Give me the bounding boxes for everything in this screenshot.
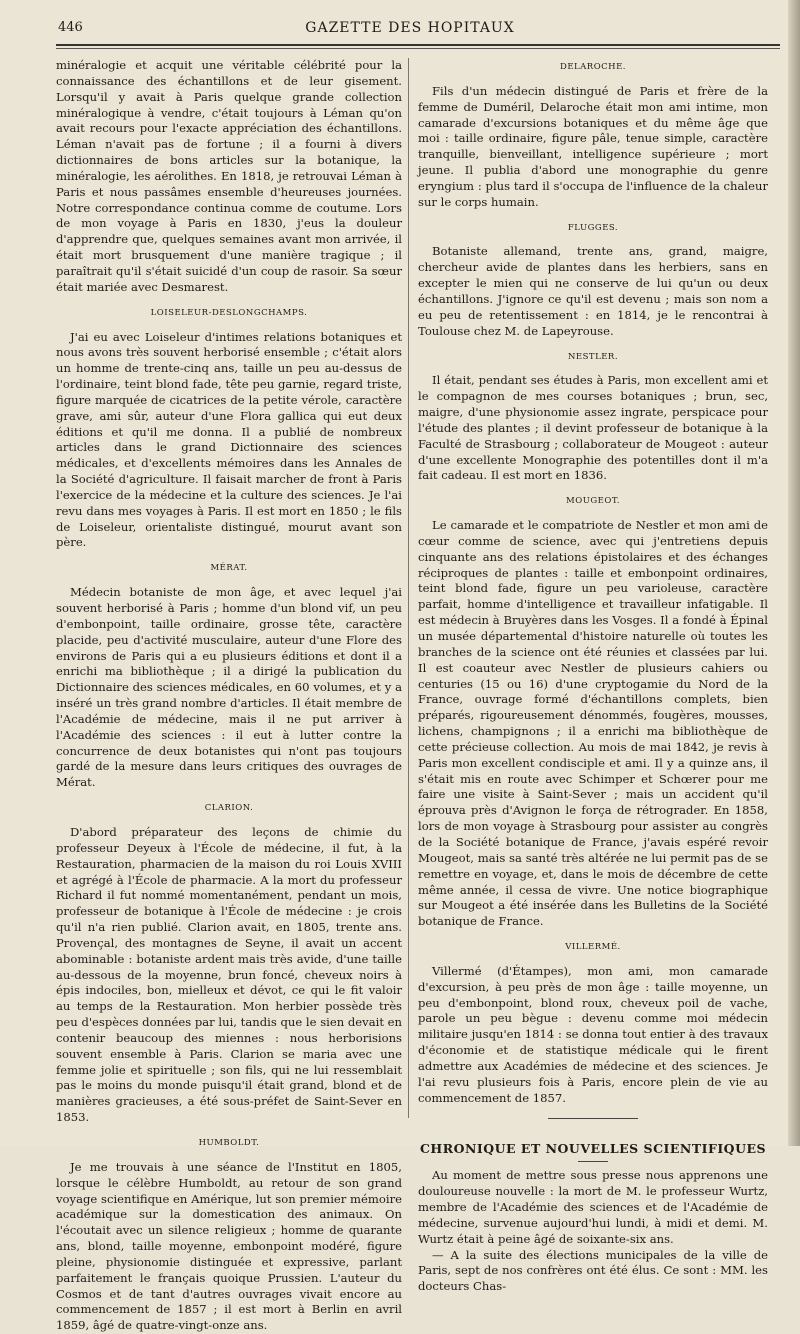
section-title-flugges: FLUGGES. [567, 222, 619, 233]
section-title-mougeot: MOUGEOT. [566, 496, 620, 507]
header-rule [56, 44, 780, 46]
paragraph-mougeot: Le camarade et le compatriote de Nestler et mon ami de cœur comme de science, avec qui j'entretiens depuis cinquante ans des relations épistolaires et des échanges réciproques de plantes : taille et embonpoint ordinaires, teint blond fade, figure un peu varioleuse, caractère parfait, homme d'intelligence et travailleur infatigable. Il est médecin à Bruyères dans les Vosges. Il a fondé à Épinal un musée départemental d'histoire naturelle où toutes les branches de la science ont été réunies et classées par lui. Il est coauteur avec Nestler de plusieurs cahiers ou centuries (15 ou 16) d'une cryptogamie du Nord de la France, ouvrage formé d'échantillons complets, bien préparés, rigoureusement dénommés, fougères, mousses, lichens, champignons ; il a enrichi ma bibliothèque de cette précieuse collection. Au mois de mai 1842, je revis à Paris mon excellent condisciple et ami. Il y a quinze ans, il s'était mis en route avec Schimper et Schœrer pour me faire une visite à Saint-Sever ; mais un accident qu'il éprouva près d'Avignon le força de rétrograder. En 1858, lors de mon voyage à Strasbourg pour assister au congrès de la Société botanique de France, j'avais espéré revoir Mougeot, mais sa santé très altérée ne lui permit pas de se remettre en voyage, et, dans le mois de décembre de cette même année, il cessa de vivre. Une notice biographique sur Mougeot a été insérée dans les Bulletins de la Société botanique de France. [418, 518, 768, 929]
paragraph-wurtz: Au moment de mettre sous presse nous apprenons une douloureuse nouvelle : la mort de M. le professeur Wurtz, membre de l'Académie des sciences et de l'Académie de médecine, survenue aujourd'hui lundi, à midi et demi. M. Wurtz était à peine âgé de soixante-six ans. [418, 1168, 768, 1246]
section-title-clarion: CLARION. [204, 803, 254, 814]
paragraph-humboldt: Je me trouvais à une séance de l'Institut en 1805, lorsque le célèbre Humboldt, au retour de son grand voyage scientifique en Amérique, lut son premier mémoire académique sur la domestication des animaux. On l'écoutait avec un silence religieux ; homme de quarante ans, blond, taille moyenne, embonpoint modéré, figure pleine, physionomie distinguée et expressive, parlant parfaitement le français quoique Prussien. L'auteur du Cosmos et de tant d'autres ouvrages vivait encore au commencement de 1857 ; il est mort à Berlin en avril 1859, âgé de quatre-vingt-onze ans. [56, 1159, 402, 1333]
paragraph-merat: Médecin botaniste de mon âge, et avec lequel j'ai souvent herborisé à Paris ; homme d'un blond vif, un peu d'embonpoint, taille ordinaire, grosse tête, caractère placide, peu d'activité musculaire, auteur d'une Flore des environs de Paris qui a eu plusieurs éditions et dont il a enrichi ma bibliothèque ; il a dirigé la publication du Dictionnaire des sciences médicales, en 60 volumes, et y a inséré un très grand nombre d'articles. Il était membre de l'Académie de médecine, mais il ne put arriver à l'Académie des sciences : il eut à lutter contre la concurrence de deux botanistes qui n'ont pas toujours gardé de la mesure dans leurs critiques des ouvrages de Mérat. [56, 585, 402, 790]
section-title-merat: MÉRAT. [210, 563, 248, 574]
section-title-villerme: VILLERMÉ. [565, 942, 621, 953]
paragraph-flugges: Botaniste allemand, trente ans, grand, maigre, chercheur avide de plantes dans les herbiers, sans en excepter le mien qui ne conserve de lui qu'un ou deux échantillons. J'ignore ce qu'il est devenu ; mais son nom a eu peu de retentissement : en 1814, je le rencontrai à Toulouse chez M. de Lapeyrouse. [418, 244, 768, 338]
paragraph-loiseleur: J'ai eu avec Loiseleur d'intimes relations botaniques et nous avons très souvent herborisé ensemble ; c'était alors un homme de trente-cinq ans, taille un peu au-dessus de l'ordinaire, teint blond fade, tête peu garnie, regard triste, figure marquée de cicatrices de la petite vérole, caractère grave, ami sûr, auteur d'une Flora gallica qui eut deux éditions et qu'il me donna. Il a publié de nombreux articles dans le grand Dictionnaire des sciences médicales, et d'excellents mémoires dans les Annales de la Société d'agriculture. Il faisait marcher de front à Paris l'exercice de la médecine et la culture des sciences. Je l'ai revu dans mes voyages à Paris. Il est mort en 1850 ; le fils de Loiseleur, orientaliste distingué, mourut avant son père. [56, 329, 402, 550]
chronique-rule [578, 1161, 608, 1162]
paragraph-nestler: Il était, pendant ses études à Paris, mon excellent ami et le compagnon de mes courses botaniques ; brun, sec, maigre, d'une physionomie assez ingrate, perspicace pour l'étude des plantes ; il devint professeur de botanique à la Faculté de Strasbourg ; collaborateur de Mougeot : auteur d'une excellente Monographie des potentilles dont il m'a fait cadeau. Il est mort en 1836. [418, 373, 768, 483]
right-column [418, 58, 768, 1295]
column-divider [408, 58, 409, 1118]
page-edge [788, 0, 800, 1146]
paragraph-delaroche: Fils d'un médecin distingué de Paris et frère de la femme de Duméril, Delaroche était mon ami intime, mon camarade d'excursions botaniques et du même âge que moi : taille ordinaire, figure pâle, tenue simple, caractère tranquille, bienveillant, intelligence supérieure ; mort jeune. Il publia d'abord une monographie du genre eryngium : plus tard il s'occupa de l'influence de la chaleur sur le corps humain. [418, 83, 768, 209]
ornamental-rule [548, 1118, 638, 1119]
chronique-heading: CHRONIQUE ET NOUVELLES SCIENTIFIQUES [419, 1141, 767, 1157]
page-number: 446 [58, 20, 83, 35]
left-column [56, 58, 402, 1334]
paragraph-leman: minéralogie et acquit une véritable célébrité pour la connaissance des échantillons et de leur gisement. Lorsqu'il y avait à Paris quelque grande collection minéralogique à vendre, c'était toujours à Léman qu'on avait recours pour l'exacte appréciation des échantillons. Léman n'avait pas de fortune ; il a fourni à divers dictionnaires de bons articles sur la botanique, la minéralogie, les aérolithes. En 1818, je retrouvai Léman à Paris et nous passâmes ensemble d'heureuses journées. Notre correspondance continua comme de coutume. Lors de mon voyage à Paris en 1830, j'eus la douleur d'apprendre que, quelques semaines avant mon arrivée, il était mort brusquement d'une manière tragique ; il paraîtrait qu'il s'était suicidé d'un coup de rasoir. Sa sœur était mariée avec Desmarest. [56, 58, 402, 294]
paragraph-elections: — A la suite des élections municipales de la ville de Paris, sept de nos confrères ont été élus. Ce sont : MM. les docteurs Chas- [418, 1247, 768, 1294]
header [40, 16, 780, 42]
journal-title: GAZETTE DES HOPITAUX [305, 20, 515, 36]
section-title-nestler: NESTLER. [567, 351, 619, 362]
paragraph-clarion: D'abord préparateur des leçons de chimie du professeur Deyeux à l'École de médecine, il fut, à la Restauration, pharmacien de la maison du roi Louis XVIII et agrégé à l'École de pharmacie. A la mort du professeur Richard il fut nommé momentanément, pendant un mois, professeur de botanique à l'École de médecine : je crois qu'il n'a rien publié. Clarion avait, en 1805, trente ans. Provençal, des montagnes de Seyne, il avait un accent abominable : botaniste ardent mais très avide, d'une taille au-dessous de la moyenne, brun foncé, cheveux noirs à épis indociles, bon, mielleux et dévot, ce qui le fit valoir au temps de la Restauration. Mon herbier possède très peu d'espèces données par lui, tandis que le sien devait en contenir beaucoup des miennes : nous herborisions souvent ensemble à Paris. Clarion se maria avec une femme jolie et spirituelle ; son fils, qui ne lui ressemblait pas le moins du monde puisqu'il était grand, blond et de manières gracieuses, a été sous-préfet de Saint-Sever en 1853. [56, 824, 402, 1125]
header-rule-thin [56, 48, 780, 49]
section-title-delaroche: DELAROCHE. [560, 62, 626, 72]
section-title-loiseleur: LOISELEUR-DESLONGCHAMPS. [150, 307, 308, 318]
paragraph-villerme: Villermé (d'Étampes), mon ami, mon camarade d'excursion, à peu près de mon âge : taille moyenne, un peu d'embonpoint, blond roux, cheveux poil de vache, parole un peu bègue : devenu comme moi médecin militaire jusqu'en 1814 : se donna tout entier à des travaux d'économie et de statistique médicale qui le firent admettre aux Académies de médecine et des sciences. Je l'ai revu plusieurs fois à Paris, encore plein de vie au commencement de 1857. [418, 963, 768, 1105]
section-title-humboldt: HUMBOLDT. [198, 1138, 260, 1148]
